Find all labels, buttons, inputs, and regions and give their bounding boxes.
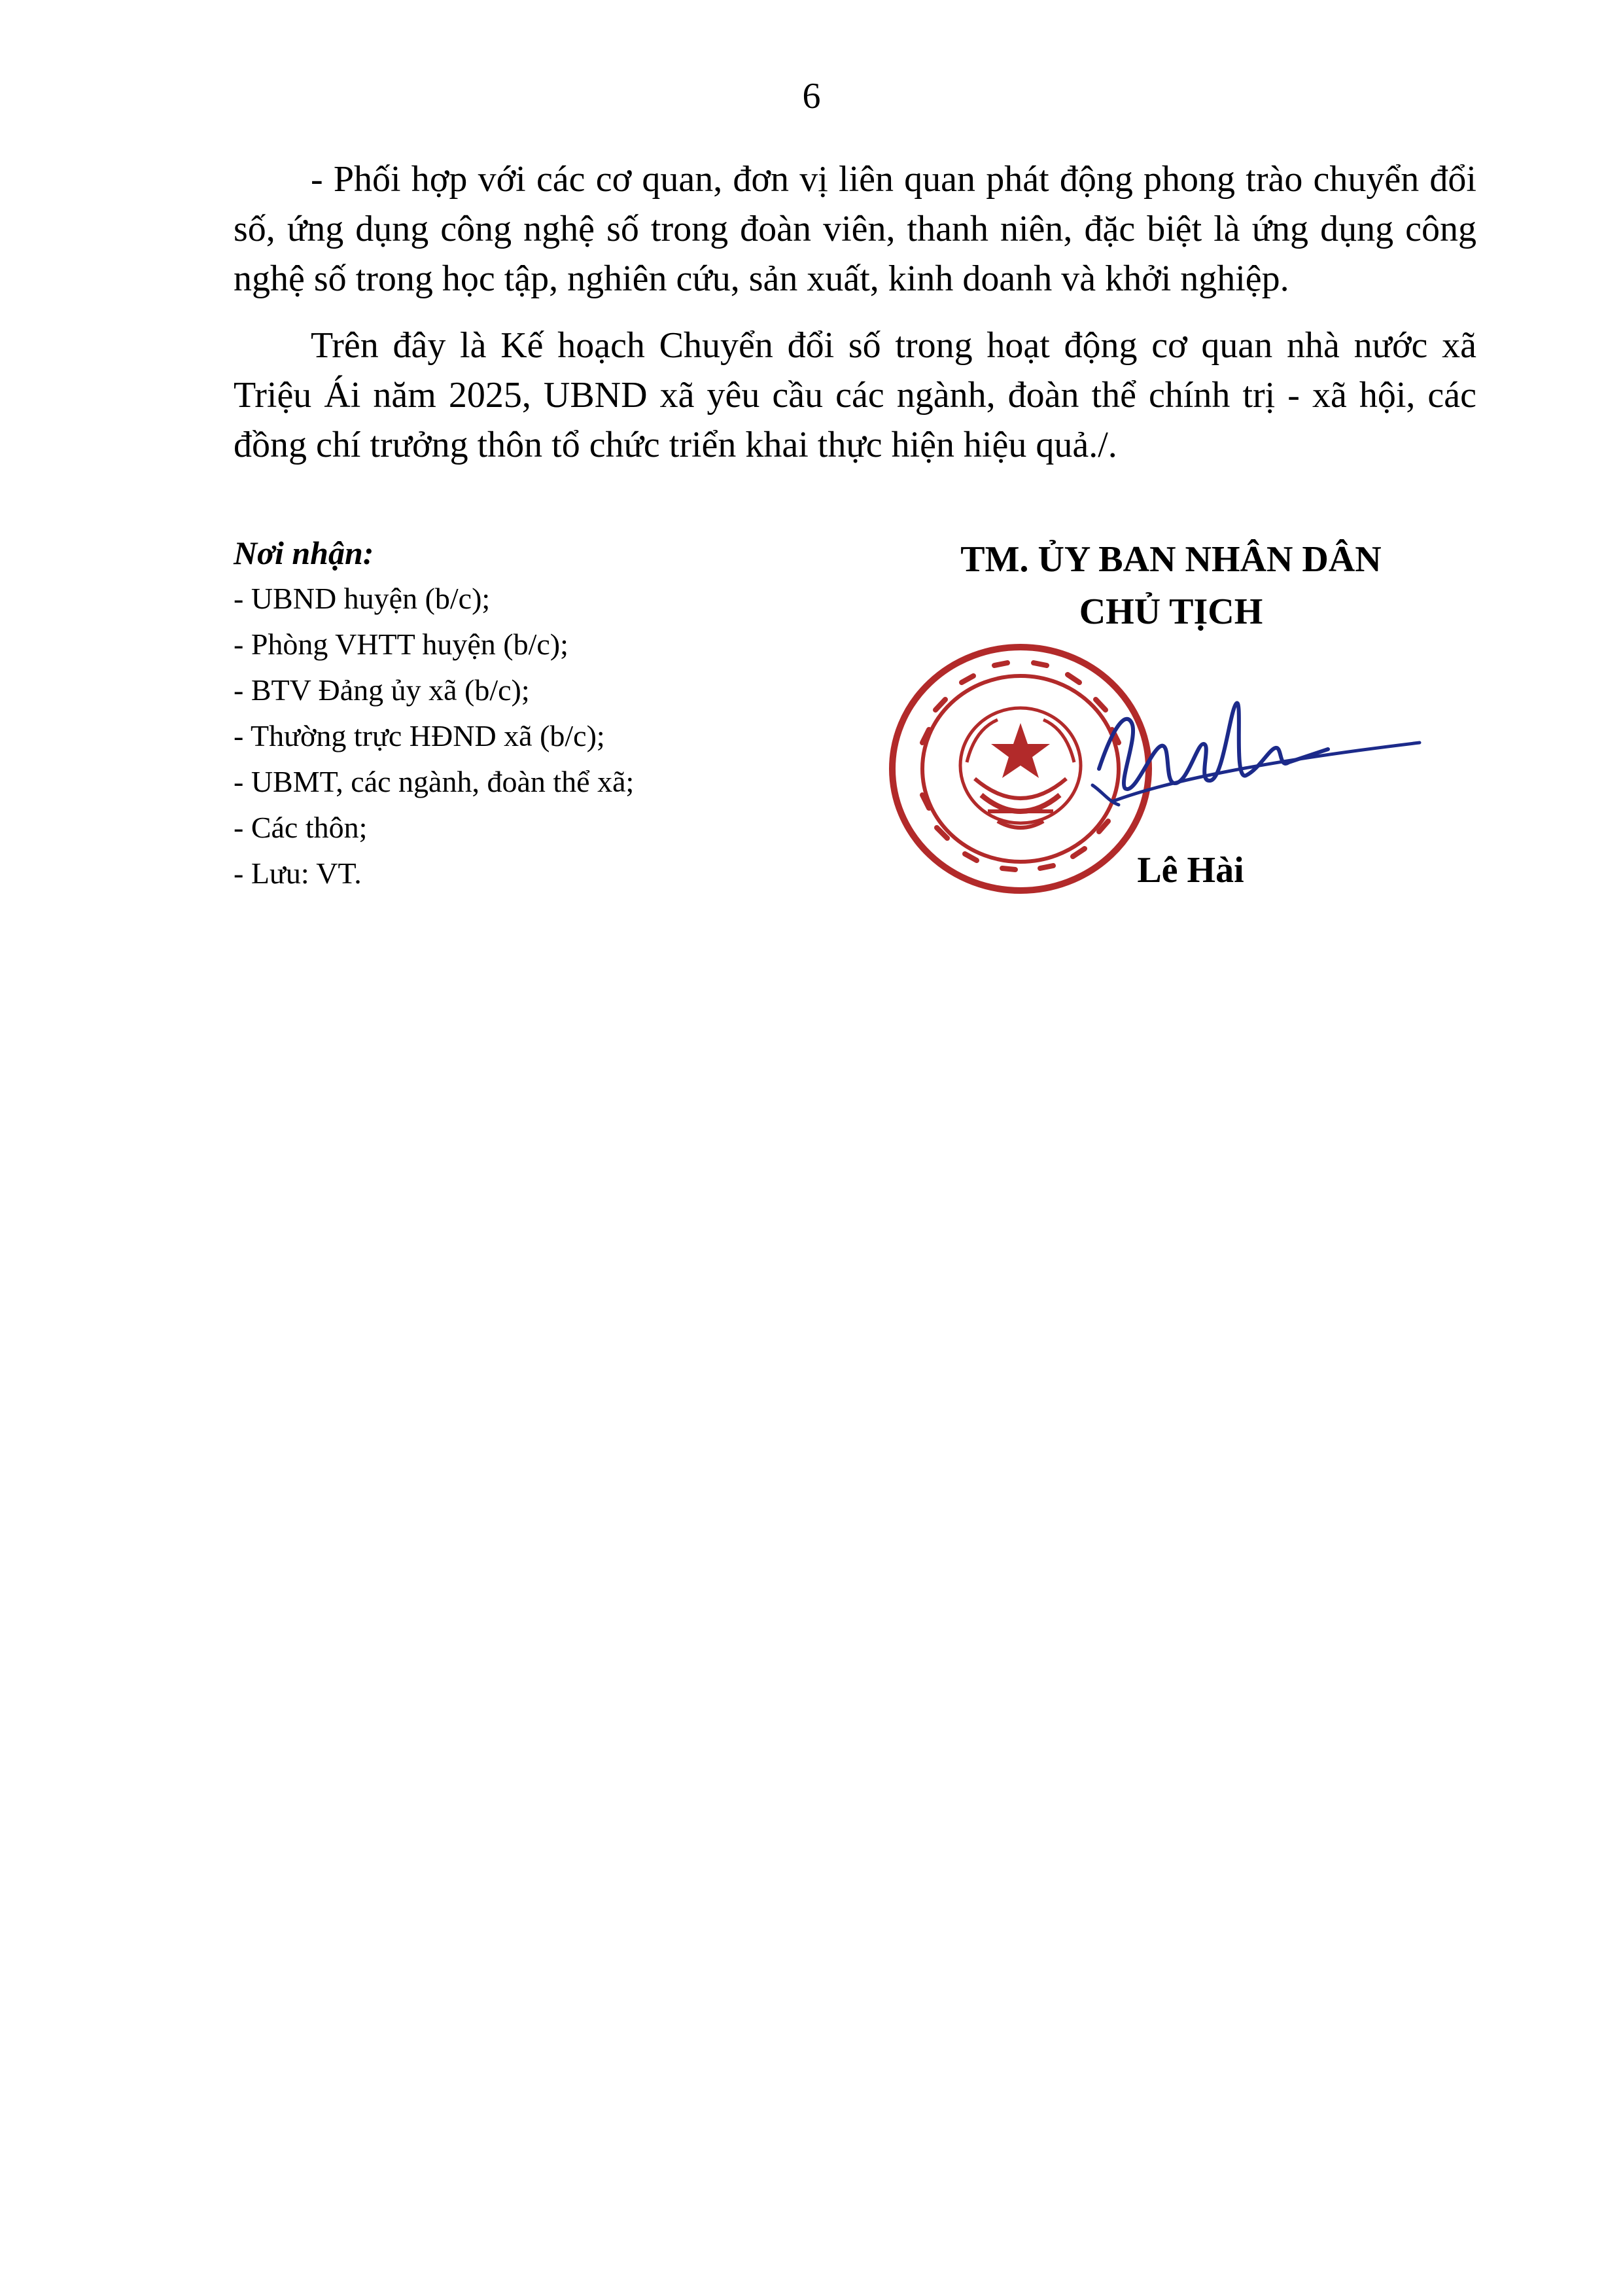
recipient-item: - Phòng VHTT huyện (b/c);	[234, 627, 568, 661]
recipient-item: - Các thôn;	[234, 811, 368, 844]
recipient-item: - UBMT, các ngành, đoàn thể xã;	[234, 765, 635, 798]
signature-block	[870, 533, 1472, 900]
recipient-item: - BTV Đảng ủy xã (b/c);	[234, 673, 530, 707]
recipient-item: - UBND huyện (b/c);	[234, 582, 491, 615]
recipient-item: - Thường trực HĐND xã (b/c);	[234, 719, 605, 752]
handwritten-signature-icon	[1021, 671, 1426, 828]
recipient-list	[234, 576, 822, 896]
paragraph-conclusion: Trên đây là Kế hoạch Chuyển đổi số trong hoạt động cơ quan nhà nước xã Triệu Ái năm 2025, UBND xã yêu cầu các ngành, đoàn thể chính trị - xã hội, các đồng chí trưởng thôn tổ chức triển khai thực hiện hiệu quả./.	[234, 325, 1476, 465]
page-number: 6	[802, 76, 821, 116]
signer-name: Lê Hài	[1137, 850, 1244, 891]
recipients-block	[234, 530, 822, 896]
paragraph-coordination: - Phối hợp với các cơ quan, đơn vị liên quan phát động phong trào chuyển đổi số, ứng dụng công nghệ số trong đoàn viên, thanh niên, đặc biệt là ứng dụng công nghệ số trong học tập, nghiên cứu, sản xuất, kinh doanh và khởi nghiệp.	[234, 159, 1476, 299]
recipients-title: Nơi nhận:	[234, 535, 374, 571]
signature-organization: TM. ỦY BAN NHÂN DÂN	[960, 539, 1382, 580]
recipient-item: - Lưu: VT.	[234, 857, 362, 890]
signature-title: CHỦ TỊCH	[1079, 592, 1263, 632]
